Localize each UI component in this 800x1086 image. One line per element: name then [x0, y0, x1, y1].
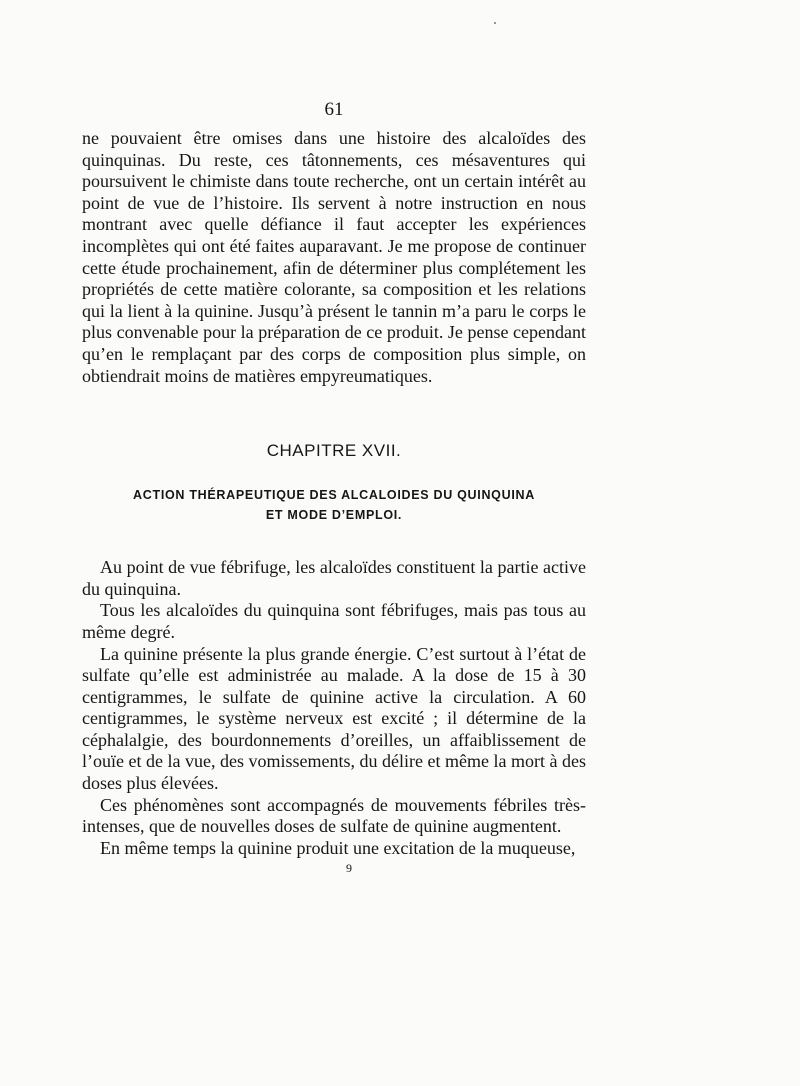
paragraph-phenomena: Ces phénomènes sont accompagnés de mouvements fébriles très-intenses, que de nouvelles doses de sulfate de quinine augmentent.: [82, 794, 586, 837]
book-page: [82, 98, 586, 875]
paragraph-quinine-energy: La quinine présente la plus grande énergie. C’est surtout à l’état de sulfate qu’elle est administrée au malade. A la dose de 15 à 30 centigrammes, le sulfate de quinine active la circulation. A 60 centigrammes, le système nerveux est excité ; il détermine de la céphalalgie, des bourdonnements d’oreilles, un affaiblissement de l’ouïe et de la vue, des vomissements, du délire et même la mort à des doses plus élevées.: [82, 643, 586, 794]
paragraph-excitation: En même temps la quinine produit une excitation de la muqueuse,: [100, 837, 576, 858]
paragraph-all-alkaloids: Tous les alcaloïdes du quinquina sont fébrifuges, mais pas tous au même degré.: [82, 600, 586, 642]
page-number: 61: [324, 99, 344, 120]
signature-mark: 9: [346, 861, 352, 876]
continuation-paragraph: ne pouvaient être omises dans une histoire des alcaloïdes des quinquinas. Du reste, ces tâtonnements, ces mésaventures qui poursuivent le chimiste dans toute recherche, ont un certain intérêt au point de vue de l’histoire. Ils servent à notre instruction en nous montrant avec quelle défiance il faut accepter les expériences incomplètes qui ont été faites auparavant. Je me propose de continuer cette étude prochainement, afin de déterminer plus complétement les propriétés de cette matière colorante, sa composition et les relations qui la lient à la quinine. Jusqu’à présent le tannin m’a paru le corps le plus convenable pour la préparation de ce produit. Je pense cependant qu’en le remplaçant par des corps de composition plus simple, on obtiendrait moins de matières empyreumatiques.: [82, 128, 586, 386]
paragraph-febrifuge: Au point de vue fébrifuge, les alcaloïdes constituent la partie active du quinquina.: [82, 557, 586, 599]
top-margin-speck: [494, 22, 496, 24]
section-heading-line-1: ACTION THÉRAPEUTIQUE DES ALCALOIDES DU QUINQUINA: [133, 488, 535, 503]
section-heading-line-2: ET MODE D’EMPLOI.: [265, 508, 403, 523]
section-heading: [82, 485, 586, 525]
chapter-title: CHAPITRE XVII.: [266, 441, 402, 461]
